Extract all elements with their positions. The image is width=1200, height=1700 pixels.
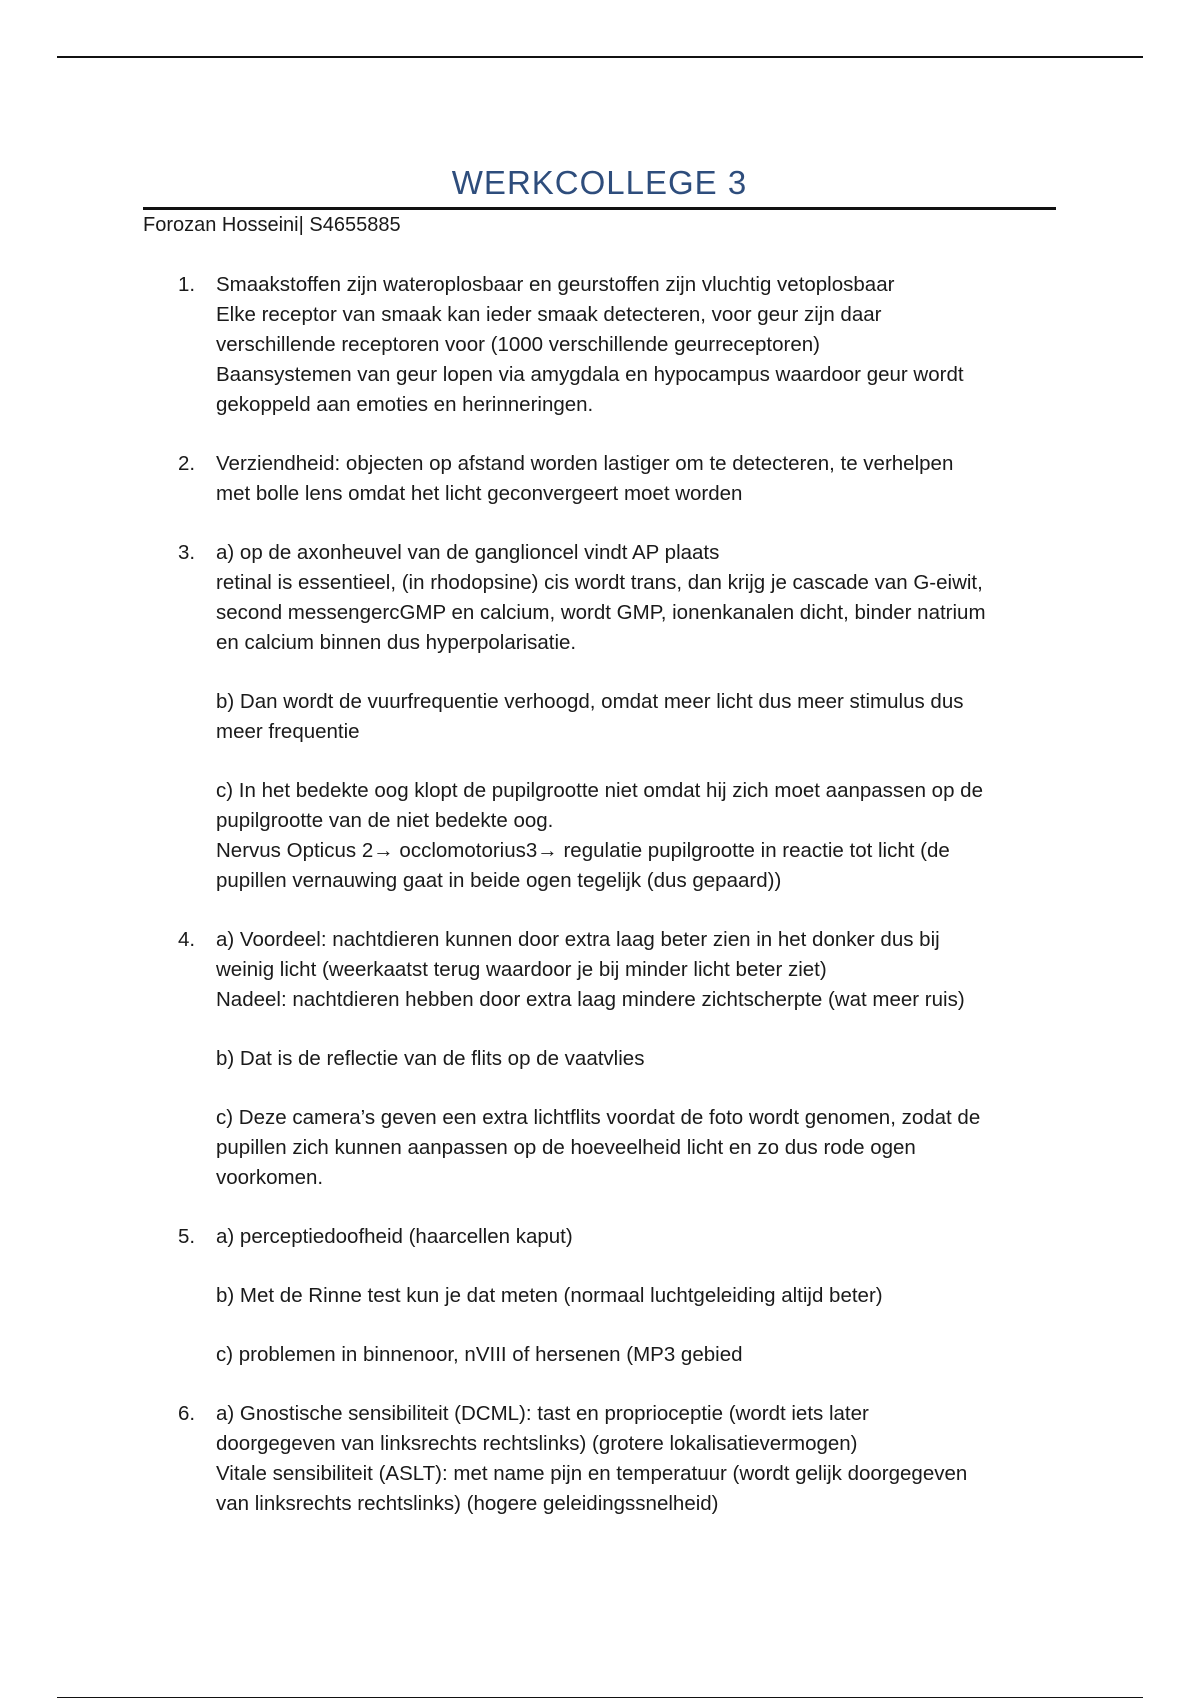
- answer-paragraph: [216, 1044, 1076, 1074]
- page-top-rule: [57, 56, 1143, 58]
- text-line: a) op de axonheuvel van de ganglioncel vindt AP plaats: [216, 541, 720, 564]
- text-line: en calcium binnen dus hyperpolarisatie.: [216, 631, 577, 654]
- text-line: Baansystemen van geur lopen via amygdala en hypocampus waardoor geur wordt: [216, 363, 964, 386]
- text-line: verschillende receptoren voor (1000 verschillende geurreceptoren): [216, 333, 820, 356]
- answer-paragraph: [216, 1281, 1076, 1311]
- text-line: b) Dat is de reflectie van de flits op de vaatvlies: [216, 1047, 645, 1070]
- text-line: second messengercGMP en calcium, wordt GMP, ionenkanalen dicht, binder natrium: [216, 601, 986, 624]
- answer-paragraph: [216, 1103, 1076, 1193]
- title-underline: [143, 207, 1056, 210]
- text-line: b) Met de Rinne test kun je dat meten (normaal luchtgeleiding altijd beter): [216, 1284, 883, 1307]
- text-line: c) Deze camera’s geven een extra lichtflits voordat de foto wordt genomen, zodat de: [216, 1106, 981, 1129]
- text-line: a) Gnostische sensibiliteit (DCML): tast en proprioceptie (wordt iets later: [216, 1402, 869, 1425]
- list-item: [0, 925, 1200, 1193]
- text-line: c) In het bedekte oog klopt de pupilgrootte niet omdat hij zich moet aanpassen op de: [216, 779, 983, 802]
- answer-paragraph: [216, 449, 1076, 509]
- item-content: [216, 1222, 1076, 1370]
- text-line: a) Voordeel: nachtdieren kunnen door extra laag beter zien in het donker dus bij: [216, 928, 940, 951]
- item-number: 4.: [178, 928, 196, 951]
- text-line: met bolle lens omdat het licht geconvergeert moet worden: [216, 482, 743, 505]
- list-item: [0, 270, 1200, 420]
- answer-paragraph: [216, 687, 1076, 747]
- list-item: [0, 1222, 1200, 1370]
- text-line: pupilgrootte van de niet bedekte oog.: [216, 809, 554, 832]
- answer-paragraph: [216, 1340, 1076, 1370]
- item-number: 2.: [178, 452, 196, 475]
- text-line: gekoppeld aan emoties en herinneringen.: [216, 393, 594, 416]
- text-line: Elke receptor van smaak kan ieder smaak detecteren, voor geur zijn daar: [216, 303, 882, 326]
- text-line: Smaakstoffen zijn wateroplosbaar en geurstoffen zijn vluchtig vetoplosbaar: [216, 273, 895, 296]
- text-line: c) problemen in binnenoor, nVIII of hersenen (MP3 gebied: [216, 1343, 743, 1366]
- text-line: Nervus Opticus 2→ occlomotorius3→ regulatie pupilgrootte in reactie tot licht (de: [216, 839, 950, 862]
- text-line: Vitale sensibiliteit (ASLT): met name pijn en temperatuur (wordt gelijk doorgegeven: [216, 1462, 968, 1485]
- item-content: [216, 538, 1076, 896]
- text-line: retinal is essentieel, (in rhodopsine) cis wordt trans, dan krijg je cascade van G-eiwit,: [216, 571, 983, 594]
- answer-paragraph: [216, 1222, 1076, 1252]
- author-line: Forozan Hosseini| S4655885: [143, 214, 401, 236]
- text-line: a) perceptiedoofheid (haarcellen kaput): [216, 1225, 573, 1248]
- item-number: 1.: [178, 273, 196, 296]
- text-line: doorgegeven van linksrechts rechtslinks) (grotere lokalisatievermogen): [216, 1432, 858, 1455]
- item-content: [216, 270, 1076, 420]
- text-line: voorkomen.: [216, 1166, 324, 1189]
- item-content: [216, 925, 1076, 1193]
- answer-paragraph: [216, 776, 1076, 896]
- item-number: 6.: [178, 1402, 196, 1425]
- item-content: [216, 449, 1076, 509]
- document-title: WERKCOLLEGE 3: [451, 164, 748, 201]
- page-bottom-rule: [57, 1697, 1143, 1698]
- text-line: pupillen vernauwing gaat in beide ogen tegelijk (dus gepaard)): [216, 869, 782, 892]
- answer-paragraph: [216, 1399, 1076, 1519]
- answer-paragraph: [216, 925, 1076, 1015]
- item-number: 3.: [178, 541, 196, 564]
- text-line: Verziendheid: objecten op afstand worden lastiger om te detecteren, te verhelpen: [216, 452, 954, 475]
- item-number: 5.: [178, 1225, 196, 1248]
- answer-paragraph: [216, 270, 1076, 420]
- text-line: pupillen zich kunnen aanpassen op de hoeveelheid licht en zo dus rode ogen: [216, 1136, 916, 1159]
- item-content: [216, 1399, 1076, 1519]
- list-item: [0, 538, 1200, 896]
- answer-list: [0, 270, 1200, 1548]
- list-item: [0, 1399, 1200, 1519]
- text-line: Nadeel: nachtdieren hebben door extra laag mindere zichtscherpte (wat meer ruis): [216, 988, 965, 1011]
- list-item: [0, 449, 1200, 509]
- text-line: van linksrechts rechtslinks) (hogere geleidingssnelheid): [216, 1492, 719, 1515]
- text-line: weinig licht (weerkaatst terug waardoor je bij minder licht beter ziet): [216, 958, 827, 981]
- text-line: b) Dan wordt de vuurfrequentie verhoogd, omdat meer licht dus meer stimulus dus: [216, 690, 964, 713]
- text-line: meer frequentie: [216, 720, 360, 743]
- answer-paragraph: [216, 538, 1076, 658]
